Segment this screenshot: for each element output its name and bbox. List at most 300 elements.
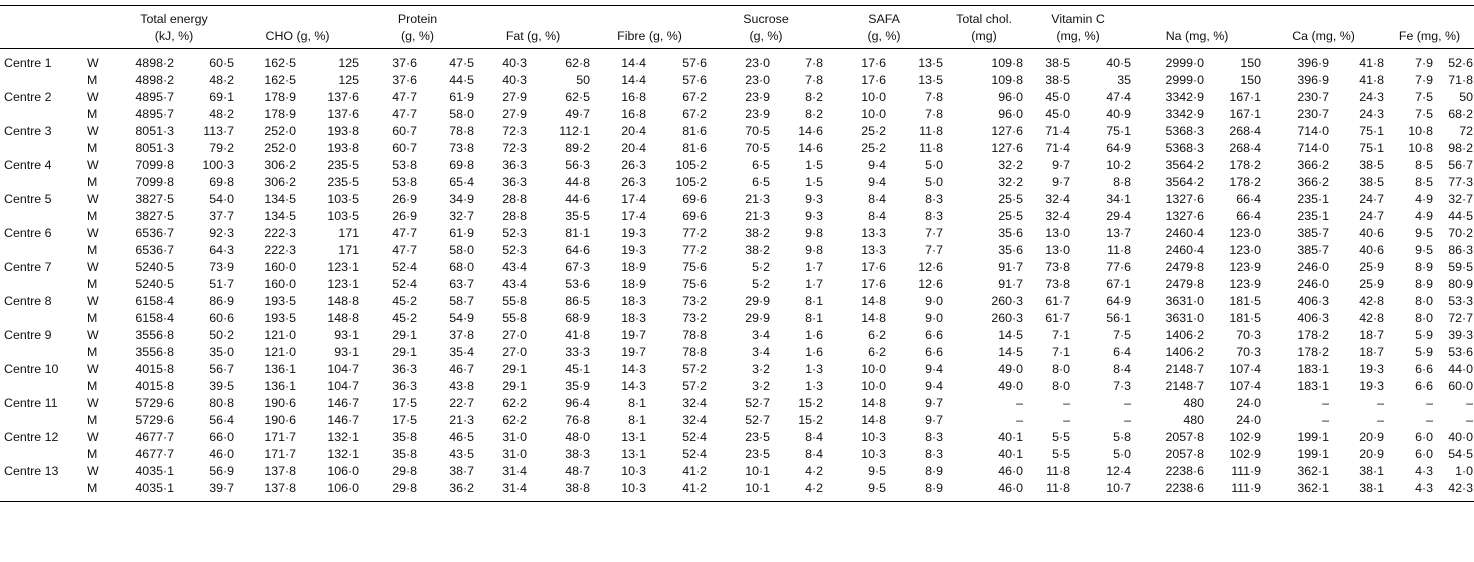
value-cell: 193·8 [327,124,360,138]
value-cell: 362·1 [1297,464,1330,478]
value-cell: 132·1 [327,430,360,444]
value-cell: 193·8 [327,141,360,155]
value-cell: 181·5 [1229,311,1262,325]
value-cell: 29·9 [745,311,771,325]
value-cell: 27·9 [502,90,528,104]
value-cell: 52·4 [682,430,708,444]
value-cell: 3556·8 [135,328,174,342]
value-cell: 6·2 [868,328,887,342]
value-cell: 11·8 [919,124,944,138]
value-cell: 252·0 [264,124,297,138]
value-cell: 69·6 [682,192,708,206]
value-cell: 25·9 [1359,277,1385,291]
header-na-unit: Na (mg, %) [1132,28,1262,49]
value-cell: 4015·8 [135,379,174,393]
table-row [0,259,1474,276]
table-row [0,72,1474,89]
value-cell: 4895·7 [135,90,174,104]
value-cell: 480 [1183,413,1205,427]
value-cell: 33·3 [565,345,591,359]
value-cell: 98·2 [1448,141,1474,155]
value-cell: 19·7 [621,328,647,342]
value-cell: 8·2 [805,90,824,104]
value-cell: 148·8 [327,294,360,308]
value-cell: 56·3 [565,158,591,172]
value-cell: 54·0 [209,192,235,206]
value-cell: 1·7 [805,260,824,274]
sex-cell: M [87,277,98,291]
value-cell: 32·7 [1448,192,1474,206]
value-cell: 23·0 [745,73,771,87]
value-cell: 3564·2 [1165,175,1205,189]
value-cell: 14·8 [861,396,887,410]
value-cell: 6·0 [1415,447,1434,461]
value-cell: 69·6 [682,209,708,223]
value-cell: 199·1 [1297,430,1330,444]
value-cell: 25·2 [861,141,887,155]
centre-cell [0,174,85,191]
table-row [0,191,1474,208]
value-cell: 5·0 [925,158,944,172]
value-cell: 60·0 [1448,379,1474,393]
sex-cell: M [87,379,98,393]
value-cell: 10·1 [745,464,771,478]
value-cell: 5·9 [1415,328,1434,342]
table-row [0,225,1474,242]
value-cell: 20·9 [1359,447,1385,461]
centre-cell [0,106,85,123]
centre-cell [0,140,85,157]
value-cell: 64·3 [209,243,235,257]
value-cell: 13·7 [1106,226,1132,240]
value-cell: 3·2 [752,379,771,393]
value-cell: 66·0 [209,430,235,444]
value-cell: 32·4 [682,413,708,427]
value-cell: 171 [338,243,360,257]
value-cell: 137·8 [235,480,297,502]
value-cell: 24·0 [1236,396,1262,410]
value-cell: 18·7 [1359,345,1385,359]
value-cell: 5·9 [1415,345,1434,359]
sex-cell: M [87,141,98,155]
value-cell: 6·5 [752,158,771,172]
value-cell: 6·6 [1415,379,1434,393]
value-cell: 44·5 [1448,209,1474,223]
value-cell: 67·2 [682,107,708,121]
sex-cell: W [87,464,99,478]
value-cell: 56·9 [209,464,235,478]
value-cell: 42·8 [1359,311,1385,325]
value-cell: 106·0 [327,464,360,478]
value-cell: 57·6 [682,73,708,87]
value-cell: 17·5 [392,413,418,427]
value-cell: 45·0 [1045,90,1071,104]
value-cell: 268·4 [1229,124,1262,138]
value-cell: 112·1 [559,124,591,138]
value-cell: 1327·6 [1165,192,1205,206]
sex-cell: M [87,413,98,427]
table-row [0,395,1474,412]
value-cell: 29·4 [1106,209,1132,223]
value-cell: 25·5 [998,209,1024,223]
table-row [0,412,1474,429]
value-cell: 64·6 [565,243,591,257]
value-cell: 91·7 [998,277,1024,291]
value-cell: 10·1 [708,480,771,502]
value-cell: 17·5 [392,396,418,410]
value-cell: 4·9 [1415,192,1434,206]
value-cell: 5240·5 [135,277,174,291]
header-fe [1385,6,1474,29]
value-cell: 123·1 [327,260,360,274]
value-cell: 73·8 [449,141,475,155]
sex-cell: W [87,396,99,410]
value-cell: 246·0 [1297,277,1330,291]
value-cell: 35·9 [565,379,591,393]
value-cell: 20·4 [621,141,647,155]
value-cell: 8·0 [1052,379,1071,393]
value-cell: 1406·2 [1165,328,1205,342]
value-cell: 8·3 [925,192,944,206]
value-cell: 17·4 [621,192,647,206]
table-row [0,140,1474,157]
value-cell: 40·6 [1359,243,1385,257]
value-cell: – [1016,413,1024,427]
value-cell: 13·1 [621,430,647,444]
value-cell: 61·9 [449,90,475,104]
value-cell: 8·9 [1415,277,1434,291]
value-cell: 1·7 [805,277,824,291]
value-cell: 44·8 [565,175,591,189]
value-cell: 123·9 [1229,277,1262,291]
value-cell: 235·1 [1297,209,1330,223]
value-cell: 9·5 [1415,243,1434,257]
value-cell: 7·5 [1415,107,1434,121]
value-cell: 150 [1240,56,1262,70]
value-cell: 2460·4 [1165,243,1205,257]
sex-cell: W [87,328,99,342]
value-cell: 49·0 [998,379,1024,393]
value-cell: 50·2 [209,328,235,342]
value-cell: 26·3 [621,158,647,172]
value-cell: 4035·1 [113,480,175,502]
value-cell: 8·3 [925,447,944,461]
centre-cell: Centre 11 [4,396,58,410]
value-cell: 8·9 [925,464,944,478]
value-cell: 7·9 [1415,56,1434,70]
value-cell: 8·4 [868,209,887,223]
value-cell: 13·3 [861,243,887,257]
value-cell: 10·0 [861,379,887,393]
value-cell: 190·6 [264,413,297,427]
value-cell: 79·2 [209,141,235,155]
value-cell: 78·8 [682,328,708,342]
value-cell: 178·9 [264,107,297,121]
header-total-energy-unit: (kJ, %) [113,28,235,49]
value-cell: 70·3 [1236,345,1262,359]
value-cell: 96·0 [998,107,1024,121]
value-cell: 8·5 [1415,158,1434,172]
value-cell: 26·3 [621,175,647,189]
sex-cell: W [87,260,99,274]
value-cell: 86·9 [209,294,235,308]
value-cell: 70·5 [745,141,771,155]
value-cell: 24·0 [1236,413,1262,427]
value-cell: 38·3 [565,447,591,461]
value-cell: 9·4 [868,175,887,189]
value-cell: 42·8 [1359,294,1385,308]
value-cell: 193·5 [264,311,297,325]
value-cell: 23·9 [745,107,771,121]
nutrient-table [0,5,1474,502]
value-cell: 37·6 [392,56,418,70]
value-cell: 63·7 [449,277,475,291]
value-cell: 24·3 [1359,107,1385,121]
value-cell: 4895·7 [135,107,174,121]
value-cell: 56·1 [1106,311,1132,325]
value-cell: 8·4 [868,192,887,206]
value-cell: 44·6 [565,192,591,206]
value-cell: 36·3 [392,362,418,376]
value-cell: 53·8 [392,158,418,172]
value-cell: 2148·7 [1165,379,1205,393]
value-cell: 3·4 [752,328,771,342]
value-cell: – [1466,413,1474,427]
value-cell: 13·5 [918,56,944,70]
value-cell: 6·2 [868,345,887,359]
value-cell: 136·1 [264,379,297,393]
value-cell: 5240·5 [135,260,174,274]
value-cell: 35·8 [392,447,418,461]
value-cell: 9·8 [805,226,824,240]
value-cell: 480 [1183,396,1205,410]
value-cell: 10·3 [621,464,647,478]
value-cell: 2479·8 [1165,260,1205,274]
header-total-energy: Total energy [113,6,235,29]
value-cell: 77·3 [1448,175,1474,189]
value-cell: 4·2 [771,480,824,502]
header-protein: Protein [360,6,475,29]
value-cell: 9·3 [805,192,824,206]
value-cell: 56·4 [209,413,235,427]
value-cell: 35·6 [998,226,1024,240]
value-cell: 6·5 [752,175,771,189]
value-cell: 3631·0 [1165,311,1205,325]
value-cell: 5·2 [752,260,771,274]
value-cell: 25·2 [861,124,887,138]
value-cell: 68·0 [449,260,475,274]
value-cell: 60·6 [209,311,235,325]
value-cell: 17·6 [861,277,887,291]
value-cell: – [1124,396,1132,410]
value-cell: 235·5 [327,175,360,189]
value-cell: 54·5 [1448,447,1474,461]
value-cell: 14·8 [861,294,887,308]
header-safa-unit: (g, %) [824,28,944,49]
value-cell: 123·1 [327,277,360,291]
value-cell: 62·2 [502,413,528,427]
value-cell: 77·6 [1106,260,1132,274]
value-cell: 107·4 [1229,362,1262,376]
value-cell: 41·2 [682,464,708,478]
value-cell: 3631·0 [1165,294,1205,308]
value-cell: 41·8 [565,328,591,342]
value-cell: 32·4 [682,396,708,410]
value-cell: 29·8 [360,480,418,502]
value-cell: 38·5 [1045,56,1071,70]
value-cell: 54·9 [449,311,475,325]
value-cell: 61·7 [1045,294,1071,308]
value-cell: 100·3 [202,158,235,172]
value-cell: 57·6 [682,56,708,70]
value-cell: 69·1 [209,90,235,104]
value-cell: 52·3 [502,243,528,257]
sex-cell: M [87,107,98,121]
value-cell: 10·0 [861,362,887,376]
value-cell: 40·3 [502,56,528,70]
value-cell: 14·8 [861,311,887,325]
value-cell: – [1124,413,1132,427]
value-cell: 104·7 [327,362,360,376]
value-cell: 71·4 [1045,124,1071,138]
value-cell: 10·8 [1408,124,1434,138]
value-cell: 73·8 [1045,277,1071,291]
value-cell: 4015·8 [135,362,174,376]
value-cell: 58·0 [449,107,475,121]
value-cell: 11·8 [1024,480,1071,502]
value-cell: 4·9 [1415,209,1434,223]
value-cell: 13·5 [918,73,944,87]
value-cell: 35·5 [565,209,591,223]
value-cell: 35·0 [209,345,235,359]
value-cell: 68·2 [1448,107,1474,121]
value-cell: 9·4 [925,362,944,376]
value-cell: 41·2 [647,480,708,502]
value-cell: 3342·9 [1165,107,1205,121]
value-cell: 14·5 [998,345,1024,359]
value-cell: 80·9 [1448,277,1474,291]
value-cell: 9·4 [868,158,887,172]
value-cell: 43·4 [502,277,528,291]
value-cell: 47·5 [449,56,475,70]
header-sucrose-unit: (g, %) [708,28,824,49]
value-cell: 38·5 [1359,175,1385,189]
value-cell: 93·1 [334,345,360,359]
value-cell: 48·0 [565,430,591,444]
value-cell: 3827·5 [135,192,174,206]
value-cell: 6·6 [925,345,944,359]
value-cell: 6536·7 [135,226,174,240]
value-cell: 31·4 [475,480,528,502]
value-cell: 111·9 [1205,480,1262,502]
value-cell: 70·3 [1236,328,1262,342]
header-fat [475,6,591,29]
value-cell: 1·0 [1455,464,1474,478]
value-cell: 34·1 [1106,192,1132,206]
value-cell: 72·7 [1448,311,1474,325]
value-cell: 72 [1459,124,1474,138]
value-cell: 125 [338,73,360,87]
value-cell: 7·3 [1113,379,1132,393]
value-cell: 48·2 [209,73,235,87]
value-cell: 7·8 [805,73,824,87]
value-cell: 105·2 [675,158,708,172]
value-cell: 28·8 [502,192,528,206]
value-cell: 3564·2 [1165,158,1205,172]
value-cell: 32·7 [449,209,475,223]
centre-cell [0,480,85,502]
value-cell: 160·0 [264,260,297,274]
value-cell: 21·3 [745,192,771,206]
value-cell: 9·0 [925,311,944,325]
value-cell: 10·2 [1106,158,1132,172]
value-cell: 8·1 [628,396,647,410]
header-vitamin-c-unit: (mg, %) [1024,28,1132,49]
value-cell: 121·0 [264,345,297,359]
value-cell: 127·6 [991,124,1024,138]
value-cell: 45·1 [565,362,591,376]
value-cell: 106·0 [297,480,360,502]
sex-cell: M [87,243,98,257]
value-cell: 4·2 [805,464,824,478]
value-cell: 127·6 [991,141,1024,155]
value-cell: 32·4 [1045,209,1071,223]
value-cell: 10·8 [1408,141,1434,155]
value-cell: – [1063,413,1071,427]
value-cell: 23·5 [745,447,771,461]
value-cell: 7·5 [1415,90,1434,104]
table-row [0,463,1474,480]
value-cell: 7·7 [925,243,944,257]
value-cell: 9·7 [925,396,944,410]
value-cell: 52·4 [682,447,708,461]
value-cell: 45·2 [392,294,418,308]
centre-cell [0,72,85,89]
value-cell: 91·7 [998,260,1024,274]
value-cell: 7·8 [805,56,824,70]
value-cell: 86·3 [1448,243,1474,257]
value-cell: 137·6 [327,107,360,121]
value-cell: 46·0 [209,447,235,461]
value-cell: 366·2 [1297,158,1330,172]
table-row [0,429,1474,446]
value-cell: 38·2 [745,226,771,240]
value-cell: 406·3 [1297,294,1330,308]
value-cell: 1·5 [805,158,824,172]
header-row-1 [0,6,1474,29]
value-cell: 37·6 [392,73,418,87]
value-cell: 10·0 [861,107,887,121]
value-cell: 714·0 [1297,141,1330,155]
value-cell: 26·9 [392,192,418,206]
value-cell: 38·2 [745,243,771,257]
value-cell: 396·9 [1297,73,1330,87]
table-row [0,174,1474,191]
value-cell: 150 [1240,73,1262,87]
value-cell: 13·0 [1045,226,1071,240]
value-cell: 260·3 [991,294,1024,308]
value-cell: 44·0 [1448,362,1474,376]
value-cell: 39·7 [175,480,235,502]
value-cell: 6·6 [925,328,944,342]
value-cell: 52·4 [392,260,418,274]
value-cell: 31·0 [502,430,528,444]
value-cell: 80·8 [209,396,235,410]
value-cell: 7·8 [925,90,944,104]
value-cell: 7·1 [1052,345,1071,359]
value-cell: 73·2 [682,294,708,308]
value-cell: 36·2 [418,480,475,502]
